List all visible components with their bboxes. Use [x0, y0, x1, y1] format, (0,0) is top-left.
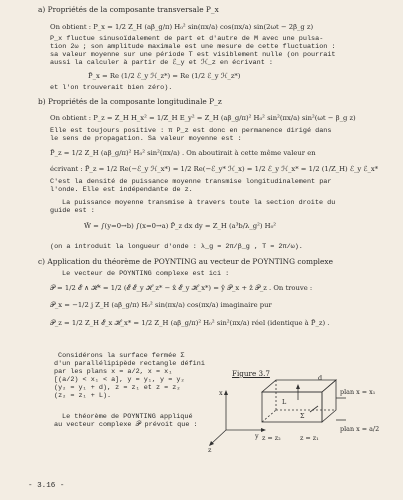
z-axis [211, 430, 226, 444]
section-a-heading: a) Propriétés de la composante transversale P_x [38, 5, 219, 14]
section-c-heading: c) Application du théorème de POYNTING au vecteur de POYNTING complexe [38, 257, 333, 266]
label-x: x [219, 389, 223, 397]
equation-poynting: 𝒫 = 1/2 ℰ ∧ ℋ* = 1/2 (ℰ ℰ_y ℋ_z* − x̂ ℰ_y ℋ_x*) = ŷ 𝒫_x + ẑ 𝒫_z . On trouve : [50, 284, 313, 292]
label-l: L [282, 398, 287, 406]
label-z2: z = z₂ [262, 434, 281, 442]
label-y: y [255, 432, 259, 440]
label-plan-a2: plan x = a/2 [340, 425, 380, 433]
text-line: d'un parallélipipède rectangle défini [54, 360, 205, 368]
label-d: d [318, 374, 323, 382]
equation-pz-complex: 𝒫_z = 1/2 Z_H ℰ_x ℋ_x* = 1/2 Z_H (aβ_g/π)² H₀² sin²(πx/a) réel (identique à P̄_z) . [50, 319, 330, 327]
label-z1: z = z₁ [300, 434, 319, 442]
text-line: aussi la calculer à partir de ℰ_y et ℋ_z en écrivant : [50, 59, 273, 67]
text-line: P_x fluctue sinusoïdalement de part et d'autre de M avec une pulsa- [50, 35, 324, 43]
section-b-heading: b) Propriétés de la composante longitudinale P_z [38, 97, 222, 106]
equation-px-mean: P̄_x = Re (1/2 ℰ_y ℋ_z*) = Re (1/2 ℰ_y ℋ_z*) [88, 72, 241, 80]
text-line: l'onde. Elle est indépendante de z. [50, 186, 193, 194]
equation-pz: On obtient : P_z = Z_H H_x² = 1/Z_H E_y² = Z_H (aβ_g/π)² H₀² sin²(πx/a) sin²(ωt − β_g z) [50, 114, 356, 122]
arrowhead [261, 428, 266, 432]
text-line: [(a/2) < x₁ < a], y = y₁, y = y₂ [54, 376, 185, 384]
label-plan-x1: plan x = x₁ [340, 388, 376, 396]
text-line: par les plans x = a/2, x = x₁ [54, 368, 173, 376]
text-line: (y₂ = y₁ + d), z = z₁ et z = z₂ [54, 384, 181, 392]
text-line: Le vecteur de POYNTING complexe est ici : [62, 270, 230, 278]
normal-arrow [310, 406, 318, 412]
text-line: (on a introduit la longueur d'onde : λ_g = 2π/β_g , T = 2π/ω). [50, 243, 303, 251]
text-line: et l'on trouverait bien zéro). [50, 84, 173, 92]
arrowhead [224, 390, 228, 395]
arrowhead [296, 384, 300, 389]
equation-w-mean: W̄ = ∫(y=0→b) ∫(x=0→a) P̄_z dx dy = Z_H (a³b/λ_g²) H₀² [84, 222, 277, 230]
box-top-face [262, 380, 336, 392]
text-line: Considérons la surface fermée Σ [58, 352, 185, 360]
text-line: Le théorème de POYNTING appliqué [62, 413, 193, 421]
box-front-face [262, 392, 322, 422]
text-line: (z₂ = z₁ + L). [54, 392, 112, 400]
text-line: le sens de propagation. Sa valeur moyenne est : [50, 135, 242, 143]
text-line: au vecteur complexe 𝒫 prévoit que : [54, 421, 198, 429]
text-line: La puissance moyenne transmise à travers toute la section droite du [62, 199, 336, 207]
box-side-face [322, 380, 336, 422]
text-line: Elle est toujours positive : π P_z est donc en permanence dirigé dans [50, 127, 332, 135]
text-line: tion 2ω ; son amplitude maximale est une mesure de cette fluctuation : [50, 43, 336, 51]
equation-px: On obtient : P_x = 1/2 Z_H (aβ_g/π) H₀² sin(πx/a) cos(πx/a) sin(2ωt − 2β_g z) [50, 23, 314, 31]
text-line: guide est : [50, 207, 95, 215]
page-number: - 3.16 - [28, 482, 65, 490]
text-line: C'est la densité de puissance moyenne transmise longitudinalement par [50, 178, 332, 186]
label-z: z [208, 446, 212, 454]
text-line: sa valeur moyenne sur une période T est visiblement nulle (on pourrait [50, 51, 336, 59]
equation-pz-mean: P̄_z = 1/2 Z_H (aβ_g/π)² H₀² sin²(πx/a) . On aboutirait à cette même valeur en [50, 149, 316, 157]
hidden-edge [262, 410, 276, 422]
figure-label: Figure 3.7 [232, 369, 270, 378]
equation-pz-re: écrivant : P̄_z = 1/2 Re(−ℰ_y ℋ_x*) = 1/2 Re(−ℰ_y* ℋ_x) = 1/2 ℰ_y ℋ_x* = 1/2 (1/Z_H) ℰ_y ℰ_x* [50, 165, 379, 173]
label-sigma: Σ [300, 412, 305, 420]
equation-px-complex: 𝒫_x = −1/2 j Z_H (aβ_g/π) H₀² sin(πx/a) cos(πx/a) imaginaire pur [50, 301, 272, 309]
